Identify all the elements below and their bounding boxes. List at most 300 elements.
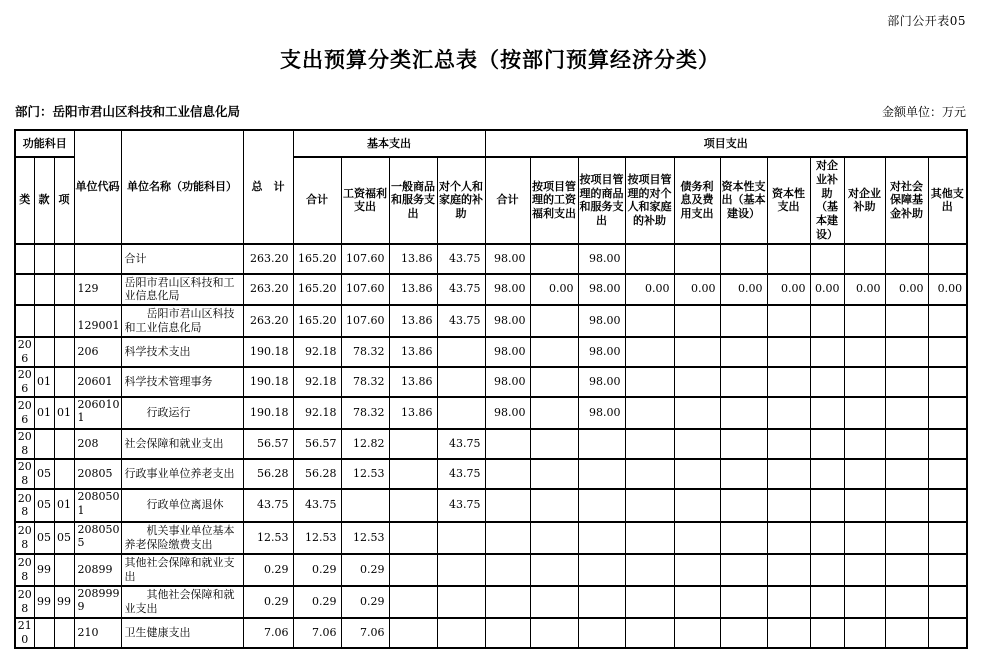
cell-value: 98.00: [578, 244, 625, 274]
cell-value: [674, 618, 720, 648]
cell-value: [720, 554, 767, 586]
cell-value: [389, 554, 437, 586]
header-basic-group: 基本支出: [293, 130, 485, 157]
cell-value: [720, 489, 767, 522]
cell-value: 12.53: [341, 459, 389, 489]
cell-sec: 01: [34, 397, 54, 430]
cell-value: [885, 459, 928, 489]
cell-sec: 01: [34, 367, 54, 397]
header-proj-other: 其他支出: [928, 157, 967, 244]
cell-value: [928, 337, 967, 367]
cell-value: 98.00: [485, 305, 530, 337]
cell-value: [767, 397, 810, 430]
cell-sec: 05: [34, 459, 54, 489]
cell-value: [810, 305, 844, 337]
cell-value: [928, 489, 967, 522]
cell-value: [844, 618, 885, 648]
cell-value: [437, 337, 485, 367]
cell-value: 0.00: [810, 274, 844, 306]
cell-value: [437, 554, 485, 586]
cell-name: 行政运行: [121, 397, 243, 430]
cell-value: [810, 489, 844, 522]
cell-value: 0.00: [674, 274, 720, 306]
table-row: [15, 554, 967, 586]
cell-value: [578, 489, 625, 522]
header-section: 款: [34, 157, 54, 244]
cell-cls: 208: [15, 459, 34, 489]
cell-value: [625, 305, 674, 337]
header-proj-debt-interest: 债务利息及费用支出: [674, 157, 720, 244]
header-group-row: [15, 130, 967, 157]
cell-value: [885, 489, 928, 522]
cell-itm: 99: [54, 586, 74, 619]
cell-itm: 01: [54, 489, 74, 522]
cell-value: [885, 244, 928, 274]
cell-code: 129001: [74, 305, 121, 337]
cell-value: [625, 429, 674, 459]
cell-cls: 206: [15, 367, 34, 397]
cell-value: 13.86: [389, 274, 437, 306]
table-row: [15, 337, 967, 367]
cell-sec: 05: [34, 489, 54, 522]
cell-value: [578, 586, 625, 619]
cell-value: 56.28: [293, 459, 341, 489]
cell-value: [767, 618, 810, 648]
cell-value: [485, 618, 530, 648]
cell-value: [928, 586, 967, 619]
cell-value: [928, 522, 967, 555]
header-unit-code: 单位代码: [74, 130, 121, 244]
cell-sec: [34, 618, 54, 648]
header-func-group: 功能科目: [15, 130, 74, 157]
cell-value: [674, 244, 720, 274]
cell-value: [674, 459, 720, 489]
cell-sec: 05: [34, 522, 54, 555]
cell-value: [674, 489, 720, 522]
cell-value: [928, 244, 967, 274]
cell-value: [389, 522, 437, 555]
cell-value: [625, 489, 674, 522]
cell-value: 56.57: [293, 429, 341, 459]
header-proj-goods: 按项目管理的商品和服务支出: [578, 157, 625, 244]
cell-value: [674, 337, 720, 367]
cell-value: [885, 397, 928, 430]
cell-value: [885, 522, 928, 555]
cell-value: 0.29: [243, 554, 293, 586]
cell-value: 7.06: [243, 618, 293, 648]
cell-sec: [34, 337, 54, 367]
cell-name: 科学技术支出: [121, 337, 243, 367]
cell-value: 12.53: [341, 522, 389, 555]
cell-value: [767, 554, 810, 586]
cell-value: [720, 244, 767, 274]
cell-value: 13.86: [389, 305, 437, 337]
cell-value: 43.75: [437, 244, 485, 274]
cell-cls: 206: [15, 337, 34, 367]
cell-code: 20805: [74, 459, 121, 489]
cell-value: [578, 554, 625, 586]
cell-value: [578, 522, 625, 555]
cell-value: 98.00: [578, 337, 625, 367]
table-row: [15, 586, 967, 619]
cell-value: 12.82: [341, 429, 389, 459]
cell-value: [810, 586, 844, 619]
cell-value: [720, 522, 767, 555]
cell-value: 107.60: [341, 274, 389, 306]
cell-value: [928, 367, 967, 397]
cell-value: 165.20: [293, 305, 341, 337]
cell-value: 98.00: [485, 367, 530, 397]
cell-value: 190.18: [243, 337, 293, 367]
cell-value: [767, 305, 810, 337]
cell-value: 56.28: [243, 459, 293, 489]
cell-value: 13.86: [389, 337, 437, 367]
cell-value: 7.06: [341, 618, 389, 648]
cell-value: 98.00: [578, 397, 625, 430]
cell-value: [485, 429, 530, 459]
cell-sec: 99: [34, 586, 54, 619]
header-proj-enterprise: 对企业补助: [844, 157, 885, 244]
cell-value: [844, 429, 885, 459]
cell-itm: [54, 429, 74, 459]
cell-code: 2080501: [74, 489, 121, 522]
header-proj-total: 合计: [485, 157, 530, 244]
cell-code: 20899: [74, 554, 121, 586]
table-row: [15, 274, 967, 306]
cell-value: [530, 554, 578, 586]
cell-value: [928, 397, 967, 430]
cell-value: [530, 522, 578, 555]
cell-value: [530, 244, 578, 274]
header-proj-capital: 资本性支出: [767, 157, 810, 244]
cell-value: [885, 429, 928, 459]
cell-value: [810, 429, 844, 459]
cell-cls: 208: [15, 489, 34, 522]
table-row: [15, 522, 967, 555]
cell-value: [928, 429, 967, 459]
cell-sec: 99: [34, 554, 54, 586]
cell-value: 190.18: [243, 397, 293, 430]
cell-value: [437, 367, 485, 397]
cell-value: [389, 429, 437, 459]
cell-value: [389, 489, 437, 522]
cell-value: [485, 522, 530, 555]
header-proj-capital-construction: 资本性支出（基本建设）: [720, 157, 767, 244]
cell-value: [844, 522, 885, 555]
header-basic-total: 合计: [293, 157, 341, 244]
header-basic-goods: 一般商品和服务支出: [389, 157, 437, 244]
cell-value: 98.00: [485, 274, 530, 306]
cell-value: 190.18: [243, 367, 293, 397]
cell-value: [530, 586, 578, 619]
cell-value: [625, 554, 674, 586]
cell-code: 2060101: [74, 397, 121, 430]
cell-itm: [54, 274, 74, 306]
cell-name: 机关事业单位基本养老保险缴费支出: [121, 522, 243, 555]
header-proj-salary: 按项目管理的工资福利支出: [530, 157, 578, 244]
cell-value: [767, 244, 810, 274]
cell-value: [578, 429, 625, 459]
cell-value: [674, 305, 720, 337]
cell-value: [341, 489, 389, 522]
table-row: [15, 429, 967, 459]
cell-value: [844, 337, 885, 367]
cell-value: [885, 618, 928, 648]
table-row: [15, 459, 967, 489]
cell-value: 43.75: [437, 305, 485, 337]
cell-value: [885, 337, 928, 367]
cell-value: 165.20: [293, 274, 341, 306]
cell-name: 科学技术管理事务: [121, 367, 243, 397]
cell-value: [810, 459, 844, 489]
cell-value: [674, 586, 720, 619]
header-unit-name: 单位名称（功能科目）: [121, 130, 243, 244]
cell-value: [720, 429, 767, 459]
header-grand-total: 总 计: [243, 130, 293, 244]
department-label: 部门：岳阳市君山区科技和工业信息化局: [15, 104, 241, 119]
doc-label: 部门公开表05: [887, 14, 966, 28]
header-basic-salary: 工资福利支出: [341, 157, 389, 244]
amount-unit-label: 金额单位：万元: [881, 105, 966, 119]
cell-value: [530, 367, 578, 397]
cell-value: [767, 459, 810, 489]
cell-value: 92.18: [293, 397, 341, 430]
cell-value: [810, 367, 844, 397]
table-row: [15, 367, 967, 397]
table-row: [15, 397, 967, 430]
cell-value: [720, 459, 767, 489]
cell-value: [810, 337, 844, 367]
cell-value: [485, 586, 530, 619]
cell-value: [844, 586, 885, 619]
cell-cls: [15, 244, 34, 274]
cell-cls: 208: [15, 554, 34, 586]
cell-sec: [34, 429, 54, 459]
cell-value: 0.00: [767, 274, 810, 306]
cell-value: [674, 397, 720, 430]
cell-itm: 05: [54, 522, 74, 555]
cell-code: 20601: [74, 367, 121, 397]
cell-value: [720, 618, 767, 648]
cell-value: [844, 305, 885, 337]
cell-value: 13.86: [389, 367, 437, 397]
cell-name: 行政事业单位养老支出: [121, 459, 243, 489]
cell-value: 0.00: [720, 274, 767, 306]
cell-value: [530, 337, 578, 367]
page-title: 支出预算分类汇总表（按部门预算经济分类）: [280, 47, 720, 72]
meta-row: [15, 102, 966, 120]
cell-value: [625, 337, 674, 367]
cell-value: [885, 367, 928, 397]
cell-name: 卫生健康支出: [121, 618, 243, 648]
cell-value: [844, 397, 885, 430]
cell-value: 12.53: [293, 522, 341, 555]
cell-value: [625, 522, 674, 555]
cell-value: [530, 618, 578, 648]
cell-sec: [34, 244, 54, 274]
cell-code: 2089999: [74, 586, 121, 619]
cell-value: 0.00: [928, 274, 967, 306]
cell-value: [767, 367, 810, 397]
cell-value: 0.29: [243, 586, 293, 619]
cell-cls: 208: [15, 586, 34, 619]
cell-name: 合计: [121, 244, 243, 274]
cell-value: [767, 586, 810, 619]
cell-value: 0.29: [293, 586, 341, 619]
cell-sec: [34, 305, 54, 337]
cell-code: [74, 244, 121, 274]
cell-value: 107.60: [341, 305, 389, 337]
cell-value: [767, 489, 810, 522]
cell-value: 0.00: [530, 274, 578, 306]
header-class: 类: [15, 157, 34, 244]
cell-value: [389, 618, 437, 648]
cell-itm: 01: [54, 397, 74, 430]
cell-value: [720, 397, 767, 430]
cell-name: 其他社会保障和就业支出: [121, 586, 243, 619]
cell-value: [844, 367, 885, 397]
cell-value: 0.00: [844, 274, 885, 306]
cell-value: [485, 554, 530, 586]
cell-itm: [54, 459, 74, 489]
cell-code: 129: [74, 274, 121, 306]
cell-value: 43.75: [437, 429, 485, 459]
cell-value: [530, 489, 578, 522]
cell-value: 98.00: [485, 244, 530, 274]
cell-value: 98.00: [485, 337, 530, 367]
cell-cls: 210: [15, 618, 34, 648]
cell-value: [720, 367, 767, 397]
cell-value: 0.29: [293, 554, 341, 586]
cell-cls: [15, 274, 34, 306]
cell-value: 0.29: [341, 554, 389, 586]
cell-value: [485, 459, 530, 489]
cell-value: 165.20: [293, 244, 341, 274]
cell-itm: [54, 305, 74, 337]
header-project-group: 项目支出: [485, 130, 967, 157]
cell-value: 43.75: [437, 459, 485, 489]
header-proj-personal: 按项目管理的对个人和家庭的补助: [625, 157, 674, 244]
cell-value: [530, 429, 578, 459]
cell-value: 107.60: [341, 244, 389, 274]
cell-cls: 208: [15, 429, 34, 459]
cell-value: [437, 397, 485, 430]
cell-name: 其他社会保障和就业支出: [121, 554, 243, 586]
cell-value: 98.00: [578, 367, 625, 397]
cell-value: [625, 586, 674, 619]
table-body: [15, 244, 967, 649]
table-row: [15, 244, 967, 274]
cell-value: [625, 244, 674, 274]
table-row: [15, 305, 967, 337]
cell-value: [389, 586, 437, 619]
cell-value: [625, 459, 674, 489]
cell-value: [530, 305, 578, 337]
cell-value: [625, 618, 674, 648]
cell-value: 13.86: [389, 244, 437, 274]
cell-name: 行政单位离退休: [121, 489, 243, 522]
cell-value: 0.00: [625, 274, 674, 306]
cell-value: 98.00: [485, 397, 530, 430]
cell-cls: 206: [15, 397, 34, 430]
cell-name: 岳阳市君山区科技和工业信息化局: [121, 274, 243, 306]
cell-value: [437, 586, 485, 619]
cell-value: [720, 586, 767, 619]
cell-value: 12.53: [243, 522, 293, 555]
cell-value: [885, 586, 928, 619]
cell-value: 7.06: [293, 618, 341, 648]
cell-value: [720, 337, 767, 367]
cell-value: 13.86: [389, 397, 437, 430]
cell-value: [674, 554, 720, 586]
cell-sec: [34, 274, 54, 306]
cell-value: [844, 554, 885, 586]
cell-value: [674, 429, 720, 459]
cell-itm: [54, 618, 74, 648]
cell-value: 263.20: [243, 274, 293, 306]
cell-name: 岳阳市君山区科技和工业信息化局: [121, 305, 243, 337]
cell-value: [844, 459, 885, 489]
cell-value: 43.75: [437, 274, 485, 306]
cell-cls: [15, 305, 34, 337]
cell-value: [530, 397, 578, 430]
cell-value: 92.18: [293, 337, 341, 367]
cell-itm: [54, 337, 74, 367]
cell-value: [437, 522, 485, 555]
cell-value: [810, 554, 844, 586]
cell-value: 263.20: [243, 244, 293, 274]
cell-value: [767, 429, 810, 459]
cell-value: 56.57: [243, 429, 293, 459]
header-proj-social-security: 对社会保障基金补助: [885, 157, 928, 244]
cell-cls: 208: [15, 522, 34, 555]
header-item: 项: [54, 157, 74, 244]
cell-value: 0.00: [885, 274, 928, 306]
cell-itm: [54, 554, 74, 586]
cell-value: [810, 397, 844, 430]
cell-value: [720, 305, 767, 337]
cell-value: [578, 618, 625, 648]
cell-itm: [54, 244, 74, 274]
cell-value: [625, 367, 674, 397]
cell-value: [885, 305, 928, 337]
cell-value: [810, 522, 844, 555]
cell-value: [625, 397, 674, 430]
cell-value: 263.20: [243, 305, 293, 337]
cell-value: [767, 522, 810, 555]
cell-value: [674, 367, 720, 397]
table-row: [15, 618, 967, 648]
cell-value: [844, 244, 885, 274]
cell-value: 78.32: [341, 337, 389, 367]
cell-value: [674, 522, 720, 555]
budget-table: [14, 129, 968, 649]
cell-value: 98.00: [578, 305, 625, 337]
cell-value: 92.18: [293, 367, 341, 397]
cell-value: [389, 459, 437, 489]
cell-value: [530, 459, 578, 489]
header-proj-enterprise-construction: 对企业补助（基本建设）: [810, 157, 844, 244]
cell-name: 社会保障和就业支出: [121, 429, 243, 459]
cell-value: 43.75: [437, 489, 485, 522]
cell-value: [767, 337, 810, 367]
cell-value: [885, 554, 928, 586]
cell-value: [844, 489, 885, 522]
cell-value: 0.29: [341, 586, 389, 619]
cell-value: [485, 489, 530, 522]
cell-value: [810, 244, 844, 274]
table-row: [15, 489, 967, 522]
